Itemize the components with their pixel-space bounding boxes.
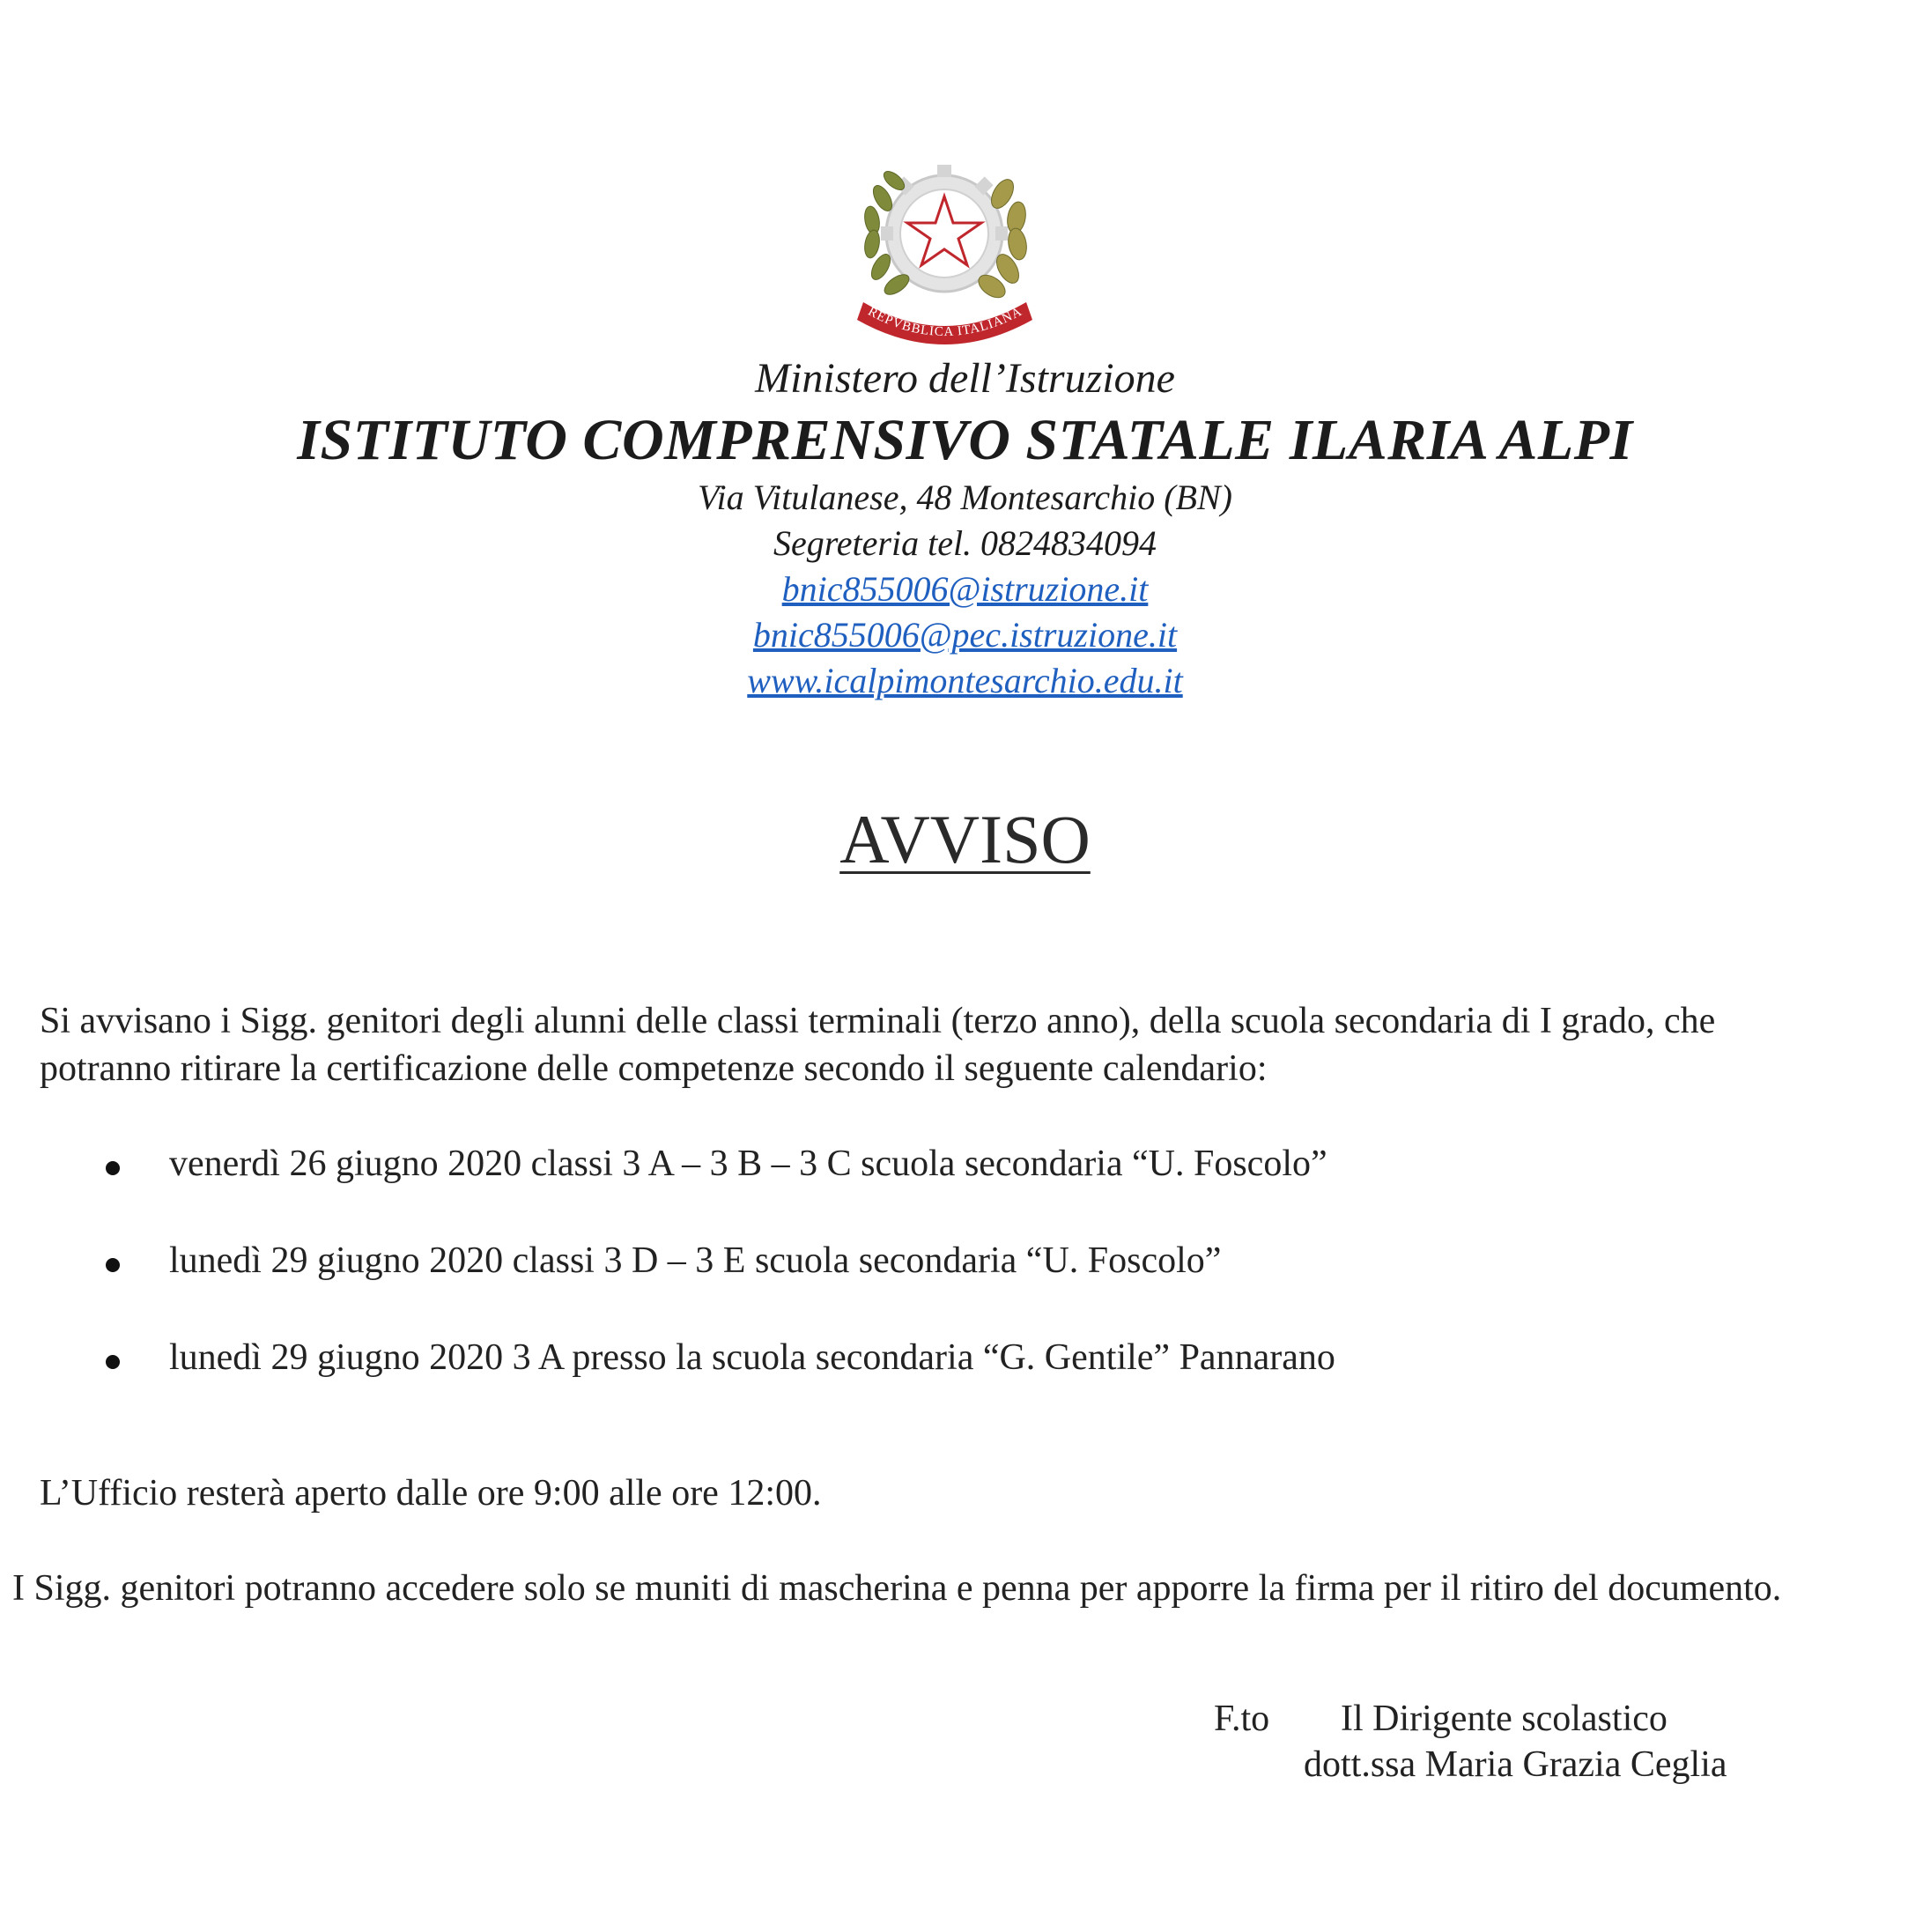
repubblica-italiana-emblem-icon: [846, 145, 1044, 348]
intro-line-2: potranno ritirare la certificazione delle competenze secondo il seguente calendario:: [40, 1048, 1268, 1089]
email-link[interactable]: bnic855006@istruzione.it: [781, 569, 1149, 609]
list-item-text: venerdì 26 giugno 2020 classi 3 A – 3 B – 3 C scuola secondaria “U. Foscolo”: [169, 1144, 1327, 1184]
school-name: ISTITUTO COMPRENSIVO STATALE ILARIA ALPI: [297, 408, 1633, 472]
list-item: [106, 1334, 1603, 1387]
list-item: [106, 1140, 1603, 1193]
signature-role: Il Dirigente scolastico: [1341, 1699, 1667, 1739]
mask-note-text: I Sigg. genitori potranno accedere solo se muniti di mascherina e penna per apporre la firma per il ritiro del documento.: [12, 1568, 1782, 1609]
office-hours-text: L’Ufficio resterà aperto dalle ore 9:00 alle ore 12:00.: [40, 1473, 822, 1514]
school-address: Via Vitulanese, 48 Montesarchio (BN): [698, 477, 1232, 517]
signature-label: F.to: [1214, 1699, 1270, 1739]
ministry-name: Ministero dell’Istruzione: [755, 355, 1175, 402]
signature-name: dott.ssa Maria Grazia Ceglia: [1304, 1744, 1727, 1785]
bullet-icon: [106, 1258, 120, 1272]
emblem-ribbon-text: REPVBBLICA ITALIANA: [865, 304, 1025, 340]
school-phone: Segreteria tel. 0824834094: [773, 523, 1157, 563]
pec-link[interactable]: bnic855006@pec.istruzione.it: [752, 615, 1178, 655]
list-item-text: lunedì 29 giugno 2020 3 A presso la scuola secondaria “G. Gentile” Pannarano: [169, 1337, 1335, 1378]
bullet-icon: [106, 1355, 120, 1369]
list-item-text: lunedì 29 giugno 2020 classi 3 D – 3 E scuola secondaria “U. Foscolo”: [169, 1240, 1222, 1281]
bullet-icon: [106, 1161, 120, 1175]
intro-line-1: Si avvisano i Sigg. genitori degli alunni delle classi terminali (terzo anno), della scuola secondaria di I grado, che: [40, 1001, 1716, 1041]
website-link[interactable]: www.icalpimontesarchio.edu.it: [747, 661, 1183, 700]
list-item: [106, 1237, 1603, 1290]
notice-title: AVVISO: [839, 801, 1091, 877]
